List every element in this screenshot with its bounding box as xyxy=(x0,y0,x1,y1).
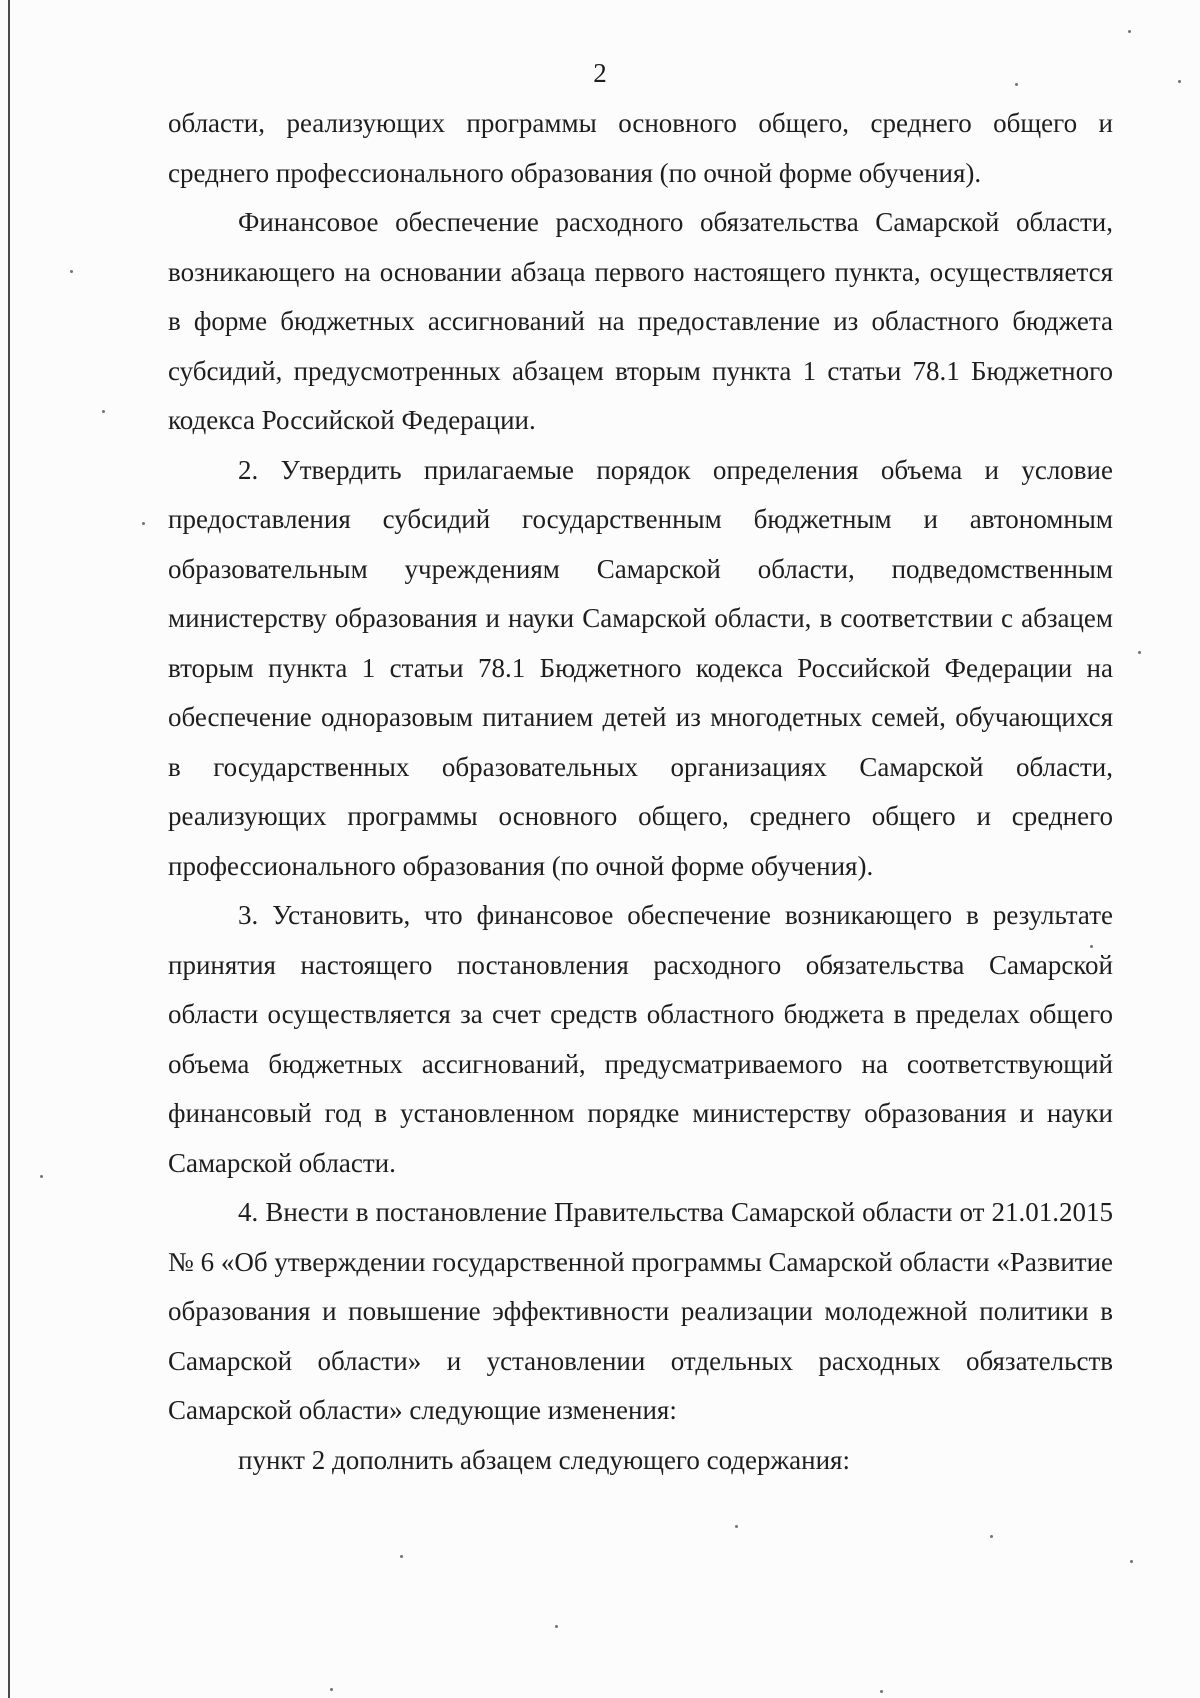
scan-edge-line xyxy=(8,0,10,1698)
document-body xyxy=(168,99,1113,1485)
scan-speck xyxy=(880,1690,883,1693)
scan-speck xyxy=(1130,1560,1133,1563)
scan-speck xyxy=(735,1525,738,1528)
scan-speck xyxy=(1178,80,1181,83)
scan-speck xyxy=(70,270,73,273)
paragraph-financing: Финансовое обеспечение расходного обязательства Самарской области, возникающего на основании абзаца первого настоящего пункта, осуществляется в форме бюджетных ассигнований на предоставление из областного бюджета субсидий, предусмотренных абзацем вторым пункта 1 статьи 78.1 Бюджетного кодекса Российской Федерации. xyxy=(168,207,1113,435)
paragraph-item-2: 2. Утвердить прилагаемые порядок определения объема и условие предоставления субсидий государственным бюджетным и автономным образовательным учреждениям Самарской области, подведомственным министерству образования и науки Самарской области, в соответствии с абзацем вторым пункта 1 статьи 78.1 Бюджетного кодекса Российской Федерации на обеспечение одноразовым питанием детей из многодетных семей, обучающихся в государственных образовательных организациях Самарской области, реализующих программы основного общего, среднего общего и среднего профессионального образования (по очной форме обучения). xyxy=(168,454,1113,881)
scan-speck xyxy=(1128,30,1131,33)
scan-speck xyxy=(142,522,145,525)
scan-speck xyxy=(555,1625,558,1628)
paragraph-item-4: 4. Внести в постановление Правительства Самарской области от 21.01.2015 № 6 «Об утверждении государственной программы Самарской области «Развитие образования и повышение эффективности реализации молодежной политики в Самарской области» и установлении отдельных расходных обязательств Самарской области» следующие изменения: xyxy=(168,1197,1113,1425)
scan-speck xyxy=(400,1555,403,1558)
scan-speck xyxy=(1015,83,1018,86)
scan-speck xyxy=(990,1535,993,1538)
scan-speck xyxy=(40,1175,43,1178)
paragraph-item-3: 3. Установить, что финансовое обеспечение возникающего в результате принятия настоящего постановления расходного обязательства Самарской области осуществляется за счет средств областного бюджета в пределах общего объема бюджетных ассигнований, предусматриваемого на соответствующий финансовый год в установленном порядке министерству образования и науки Самарской области. xyxy=(168,900,1113,1178)
scan-speck xyxy=(102,410,105,413)
paragraph-continuation: области, реализующих программы основного общего, среднего общего и среднего профессионального образования (по очной форме обучения). xyxy=(168,108,1113,188)
paragraph-amendment-intro: пункт 2 дополнить абзацем следующего содержания: xyxy=(238,1444,850,1475)
scan-speck xyxy=(330,1688,333,1691)
scan-speck xyxy=(1138,651,1141,654)
page-number: 2 xyxy=(593,58,607,88)
scan-speck xyxy=(1090,945,1093,948)
